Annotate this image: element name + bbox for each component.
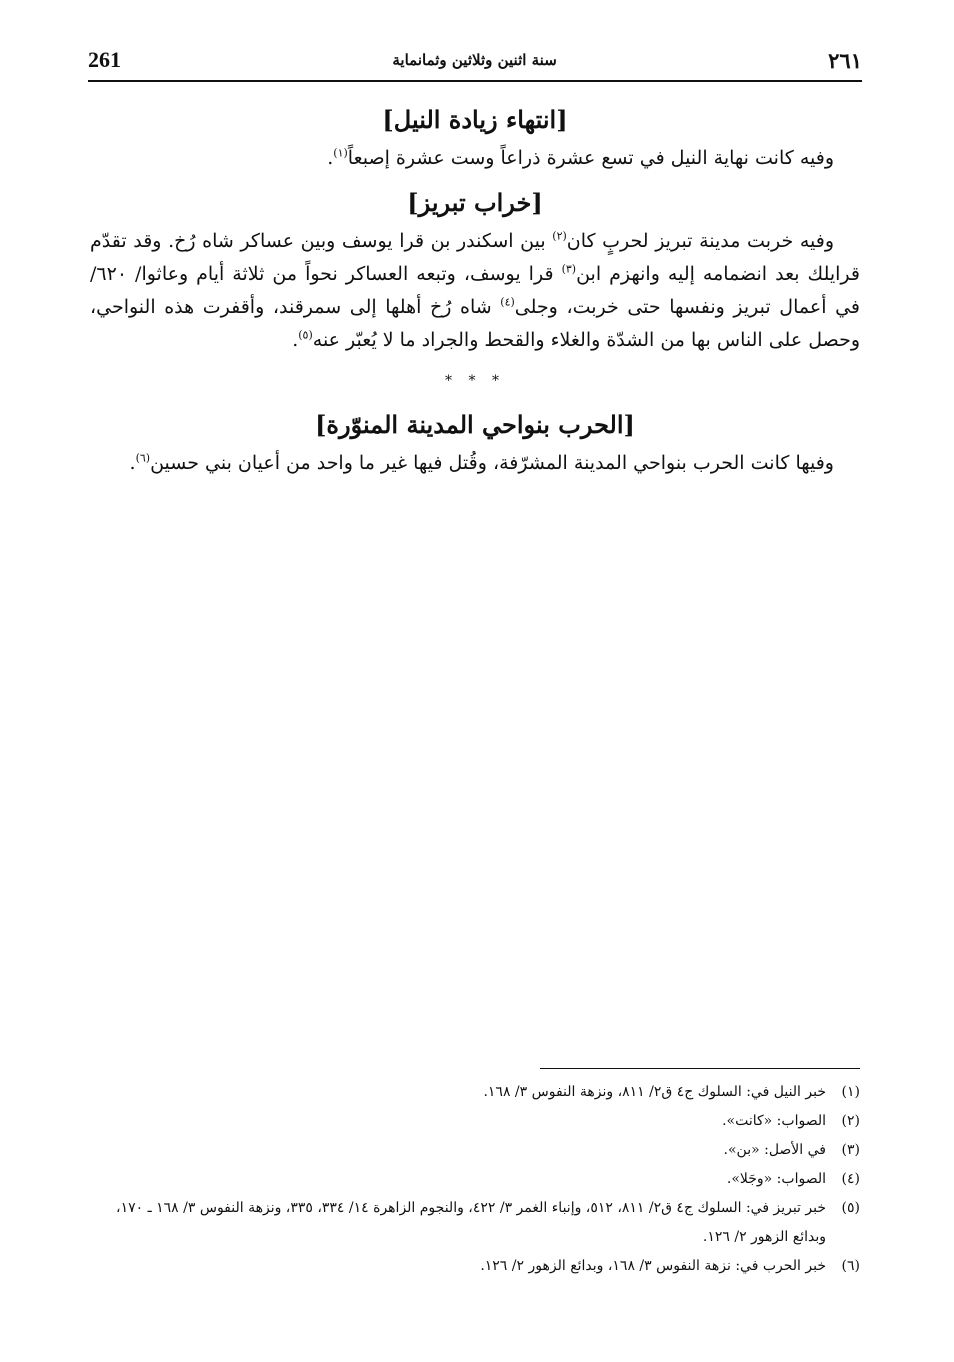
section-heading-medina: [الحرب بنواحي المدينة المنوّرة]: [315, 410, 635, 439]
footnote-number: (٣): [841, 1142, 860, 1158]
footnote-text: خبر تبريز في: السلوك ج٤ ق٢/ ٨١١، ٥١٢، وإنباء الغمر ٣/ ٤٢٢، والنجوم الزاهرة ١٤/ ٣٣٤، ٣٣٥، ونزهة النفوس ٣/ ١٦٨ ـ ١٧٠، وبدائع الزهور ٢/ ١٢٦.: [116, 1200, 826, 1245]
footnote-number: (٥): [841, 1200, 860, 1216]
footnote-number: (١): [841, 1084, 860, 1100]
footnote-ref[interactable]: (٤): [500, 295, 515, 309]
footnote-ref[interactable]: (٣): [561, 262, 577, 276]
footnote-text: في الأصل: «بن».: [723, 1142, 826, 1158]
section-heading-tabriz: [خراب تبريز]: [407, 188, 543, 217]
footnote-number: (٦): [841, 1258, 860, 1274]
footnote-text: الصواب: «كانت».: [722, 1113, 826, 1129]
page-header: [88, 42, 862, 78]
footnote-item: [92, 1136, 860, 1165]
footnote-item: [92, 1252, 860, 1281]
page-number-arabic: ٢٦١: [828, 47, 862, 73]
main-text: [90, 98, 860, 480]
footnote-text: الصواب: «وجَلا».: [726, 1171, 826, 1187]
paragraph-medina: وفيها كانت الحرب بنواحي المدينة المشرّفة، وقُتل فيها غير ما واحد من أعيان بني حسين$^{(٦)}$.: [129, 451, 834, 474]
footnote-item: [92, 1194, 860, 1252]
footnote-item: [92, 1107, 860, 1136]
paragraph-tabriz: وفيه خربت مدينة تبريز لحربٍ كان$^{(٢)}$ بين اسكندر بن قرا يوسف وبين عساكر شاه رُخ. وقد تقدّم قرايلك بعد انضمامه إليه وانهزم ابن$^{(٣)}$ قرا يوسف، وتبعه العساكر نحواً من ثلاثة أيام وعاثوا/ ٦٢٠/ في أعمال تبريز ونفسها حتى خربت، وجلى$^{(٤)}$ شاه رُخ أهلها إلى سمرقند، وأقفرت هذه النواحي، وحصل على الناس بها من الشدّة والغلاء والقحط والجراد ما لا يُعبّر عنه$^{(٥)}$.: [90, 229, 860, 351]
footnote-text: خبر الحرب في: نزهة النفوس ٣/ ١٦٨، وبدائع الزهور ٢/ ١٢٦.: [480, 1258, 826, 1274]
footnote-rule: [540, 1068, 860, 1069]
running-title: سنة اثنين وثلاثين وثمانماية: [392, 51, 557, 69]
section-separator: * * *: [445, 373, 505, 389]
footnote-ref[interactable]: (٢): [552, 229, 567, 243]
paragraph-nile: وفيه كانت نهاية النيل في تسع عشرة ذراعاً وست عشرة إصبعاً$^{(١)}$.: [327, 146, 834, 169]
footnote-ref[interactable]: (٦): [135, 451, 151, 465]
footnote-number: (٢): [841, 1113, 860, 1129]
footnote-item: [92, 1165, 860, 1194]
header-rule: [88, 80, 862, 82]
footnote-text: خبر النيل في: السلوك ج٤ ق٢/ ٨١١، ونزهة النفوس ٣/ ١٦٨.: [483, 1084, 826, 1100]
footnote-item: [92, 1078, 860, 1107]
footnote-ref[interactable]: (٥): [298, 328, 313, 342]
section-heading-nile: [انتهاء زيادة النيل]: [382, 105, 568, 134]
footnotes: [92, 1078, 860, 1281]
footnote-ref[interactable]: (١): [333, 146, 348, 160]
footnote-number: (٤): [841, 1171, 860, 1187]
page-number-latin: 261: [88, 47, 121, 72]
